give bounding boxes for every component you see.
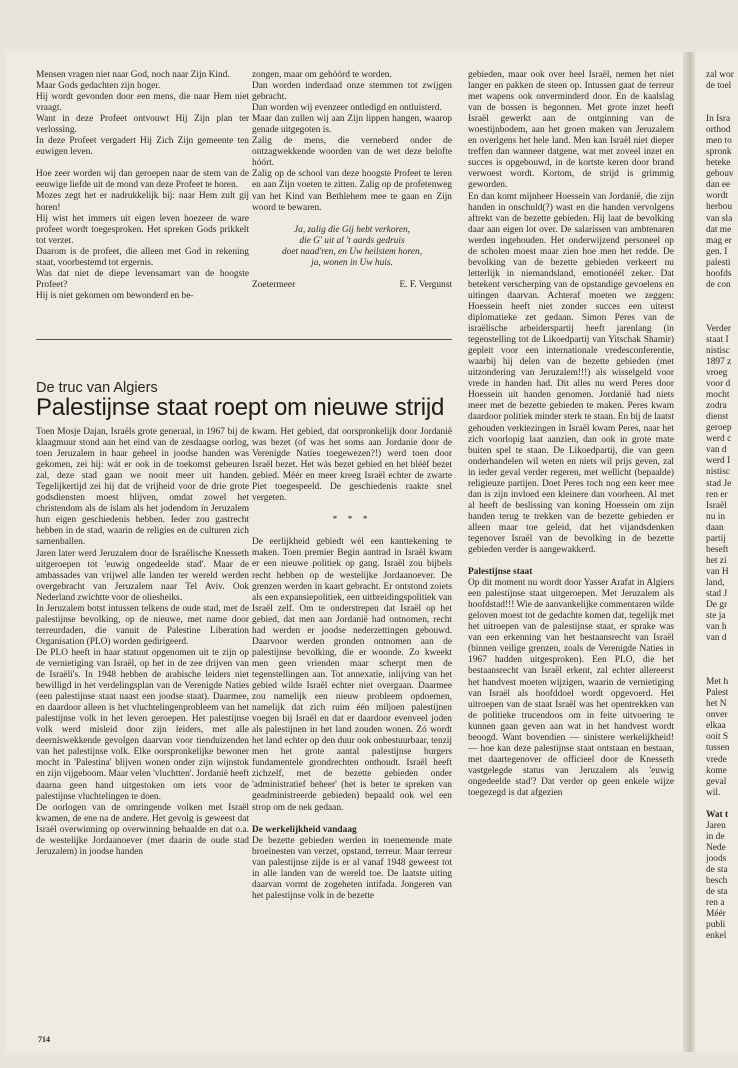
poem: [252, 225, 452, 269]
cropped-line: onver: [706, 710, 728, 721]
paragraph: Mozes zegt het er nadrukkelijk bij: naar Hem zult gij horen!: [36, 191, 249, 213]
poem-line: Ja, zalig die Gij hebt verkoren,: [293, 224, 411, 235]
cropped-line: van h: [706, 622, 727, 633]
paragraph: Hij is niet gekomen om bewonderd en be-: [36, 290, 194, 301]
cropped-line: Palest: [706, 688, 729, 699]
cropped-line: dat me: [706, 224, 732, 235]
cropped-line: zal wor: [706, 70, 734, 80]
cropped-line: dienst: [706, 412, 729, 423]
column-2-top: [252, 70, 452, 291]
cropped-line: Israël: [706, 500, 727, 511]
paragraph: kwam. Het gebied, dat oorspronkelijk door Jordanië was bezet (of was het soms aan Jordanie door de Verenigde Naties toegewezen?!) werd toen door Israël bezet. Het wàs bezet gebied en het bléèf bezet gebied. Méér en meer kreeg Israël echter de zwarte Piet toegespeeld. De geschiedenis raakte snel vergeten.: [252, 427, 452, 504]
cropped-line: staat I: [706, 334, 729, 345]
cropped-line: beteke: [706, 158, 731, 169]
cropped-line: ooit S: [706, 732, 729, 743]
signature: [252, 280, 452, 291]
cropped-line: Méér: [706, 909, 726, 920]
paragraph: gebieden, maar ook over heel Israël, nemen het niet langer en pakken de steen op. Intussen gaat de terreur met wapens ook onverminderd door. En de kaalslag van de bossen is begonnen. Met grote inzet heeft Israël gewerkt aan de ontginning van de woestijnbodem, aan het groen maken van Jeruzalem en overigens het hele land. Men kan Israël niet dieper treffen dan wanneer datgene, wat met zoveel inzet en succes is opgebouwd, in de kortste keren door brand verwoest wordt. Kortom, de strijd is grimmig geworden.: [468, 70, 674, 191]
cropped-line: Nede: [706, 842, 726, 853]
paragraph: Hoe zeer worden wij dan geroepen naar de stem van de eeuwige liefde uit de mond van deze Profeet te horen.: [36, 169, 249, 191]
page-number: 714: [38, 1035, 50, 1044]
cropped-line: van d: [706, 633, 727, 644]
paragraph: De PLO heeft in haar statuut opgenomen uit te zijn op de vernietiging van Israël, op het in de zee drijven van de Israëli's. In 1948 hebben de arabische leiders niet bewilligd in het verdelingsplan van de Verenigde Naties (een palestijnse staat naast een joodse staat). Daarmee, en daardoor alleen is het vluchtelingenprobleem van het palestijnse volk in het leven geroepen. Het palestijnse volk werd misleid door zijn leiders, met alle deerniswekkende gevolgen daarvan voor tienduizenden van het palestijnse volk. Elke oorspronkelijke bewoner mocht in 'Palestina' blijven wonen onder zijn wijnstok en zijn vijgeboom. Maar velen 'vluchtten'. Jordanië heeft daarna geen hand uitgestoken om iets voor de palestijnse vluchtelingen te doen.: [36, 647, 249, 802]
paragraph: In deze Profeet vergadert Hij Zich Zijn gemeente ten euwigen leven.: [36, 136, 249, 158]
cropped-line: werd I: [706, 456, 731, 467]
cropped-line: nistisc: [706, 467, 730, 478]
cropped-line: zodra: [706, 401, 727, 412]
cropped-line: de sta: [706, 864, 728, 875]
signature-place: Zoetermeer: [252, 279, 296, 290]
cropped-line: beseft: [706, 544, 729, 555]
cropped-line: palesti: [706, 257, 731, 268]
cropped-line: kome: [706, 765, 727, 776]
cropped-line: van sla: [706, 213, 733, 224]
article-headline: Palestijnse staat roept om nieuwe strijd: [36, 394, 445, 421]
cropped-line: vrede: [706, 754, 727, 765]
cropped-line: elkaa: [706, 721, 726, 732]
cropped-line: publi: [706, 920, 726, 931]
paragraph: Daarom is de profeet, die alleen met God in rekening staat, voorbestemd tot ergernis.: [36, 246, 249, 268]
cropped-line: herbou: [706, 202, 733, 213]
column-4-cropped: [706, 70, 738, 942]
cropped-line: in de: [706, 831, 725, 842]
cropped-line: gen. I: [706, 246, 728, 257]
cropped-line: partij: [706, 533, 726, 544]
cropped-line: besch: [706, 876, 728, 886]
subheading-palestijnse-staat: Palestijnse staat: [468, 567, 533, 578]
paragraph: Was dat niet de diepe levensamart van de hoogste Profeet?: [36, 268, 249, 290]
cropped-line: daan: [706, 522, 724, 533]
cropped-line: mag er: [706, 235, 732, 246]
cropped-line: het N: [706, 699, 727, 710]
cropped-line: gebouv: [706, 169, 734, 180]
cropped-line: mocht: [706, 390, 730, 401]
cropped-line: werd c: [706, 434, 732, 445]
cropped-line: orthod: [706, 125, 731, 136]
column-2-article: [252, 427, 452, 902]
cropped-line: geval: [706, 776, 727, 787]
cropped-line: de sta: [706, 887, 728, 898]
paragraph: Op dit moment nu wordt door Yasser Arafat in Algiers een palestijnse staat uitgeroepen. Met Jeruzalem als hoofdstad!!! Wie de aanvankelijke commentaren wilde geloven moest tot de gedachte komen dat, tegelijk met het uitroepen van de palestijnse staat, er sprake was van een erkenning van het bestaansrecht van Israël (binnen veilige grenzen, zoals de Verenigde Naties in 1967 hadden uitgesproken). Een PLO, die het bestaansrecht van Israël erkent, zal echter allereerst het handvest moeten wijzigen, waarin de vernietiging van Israël als hoofddoel wordt opgevoerd. Het uitroepen van de staat Israël was het opentrekken van de politieke trucendoos om in feite uitvoering te kunnen gaan geven aan wat in het handvest wordt beoogd. Want bovendien — sinistere werkelijkheid! — hoe kan deze palestijnse staat ontstaan en bestaan, met daartegenover de officieel door de Knesseth vastgelegde status van Jeruzalem als 'euwig ongedeelde stad'? Dat verder op geen enkele wijze toegezegd is dat afgezien: [468, 578, 674, 798]
cropped-line: tussen: [706, 743, 730, 754]
cropped-line: geroep: [706, 423, 732, 434]
column-1-article: [36, 427, 249, 858]
cropped-line: Met h: [706, 677, 729, 688]
cropped-line: wil.: [706, 787, 721, 798]
cropped-line: Jaren: [706, 820, 726, 831]
cropped-line: enkel: [706, 931, 727, 942]
cropped-line: van H: [706, 566, 729, 577]
paragraph: Zalig op de school van deze hoogste Profeet te leren en aan Zijn voeten te zitten. Zalig op de profetenweg van het Kind van Bethlehem mee te gaan en Zijn woord te bewaren.: [252, 169, 452, 213]
section-divider: [36, 339, 452, 340]
cropped-line: land,: [706, 577, 725, 588]
signature-author: E. F. Vergunst: [399, 279, 452, 290]
paragraph: De bezette gebieden werden in toenemende mate broeinesten van verzet, opstand, terreur. Maar terreur van palestijnse zijde is er al vanaf 1948 geweest tot in alle landen van de wereld toe. De laatste uiting daarvan vormt de zogeheten intifada. Jongeren van het palestijnse volk in de bezette: [252, 835, 452, 901]
cropped-line: men to: [706, 136, 732, 147]
paragraph: In Jeruzalem botst intussen telkens de oude stad, met de palestijnse bevolking, op de nieuwe, met name door terreurdaden, die vanuit de Palestine Liberation Organisation (PLO) worden gedirigeerd.: [36, 603, 249, 647]
poem-line: doet naad'ren, en Uw heilstem horen,: [281, 246, 423, 257]
column-3-article: [468, 70, 674, 799]
paragraph: Maar dan zullen wij aan Zijn lippen hangen, waarop genade uitgegoten is.: [252, 114, 452, 136]
paragraph: Maar Gods gedachten zijn hoger.: [36, 81, 161, 92]
cropped-line: ste ja: [706, 611, 726, 622]
paragraph: Want in deze Profeet ontvouwt Hij Zijn plan ter verlossing.: [36, 114, 249, 136]
paragraph: Hij wordt gevonden door een mens, die naar Hem niet vraagt.: [36, 92, 249, 114]
column-1-top: [36, 70, 249, 302]
paragraph: Toen Mosje Dajan, Israëls grote generaal, in 1967 bij de klaagmuur stond aan het eind van de zesdaagse oorlog, toen Jeruzalem in haar geheel in joodse handen was gekomen, zei hij: wát er ook in de toekomst gebeuren zal, deze stad gaan we nooit meer uit handen. Tegelijkertijd zei hij dat de vrijheid voor de drie grote godsdiensten moest blijven, omdat zowel het christendom als de islam als het jodendom in Jeruzalem hun eigen geschiedenis hebben. Ieder zou gastrecht hebben in de stad, waarin de religies en de culturen zich samenballen.: [36, 427, 249, 548]
cropped-line: voor d: [706, 379, 731, 390]
paragraph: Dan worden inderdaad onze stemmen tot zwijgen gebracht.: [252, 81, 452, 103]
cropped-line: De gr: [706, 600, 728, 611]
cropped-line: ren a: [706, 898, 725, 909]
paragraph: Jaren later werd Jeruzalem door de Israëlische Knesseth uitgeroepen tot 'euwig ongedeelde stad'. Maar de ambassades van vrijwel alle landen ter wereld werden overgebracht van Jeruzalem naar Tel Aviv. Ook Nederland zwichtte voor de oliesheiks.: [36, 548, 249, 603]
section-break-stars: * * *: [332, 515, 372, 526]
cropped-line: Verder: [706, 323, 731, 334]
cropped-line: spronk: [706, 147, 732, 158]
subheading-werkelijkheid: De werkelijkheid vandaag: [252, 824, 357, 835]
paragraph: Zalig de mens, die verneberd onder de ontzagwekkende woorden van de wet deze belofte hóórt.: [252, 136, 452, 169]
cropped-line: stad Je: [706, 478, 732, 489]
paragraph: Dan worden wij evenzeer ontledigd en ontluisterd.: [252, 103, 442, 114]
cropped-line: vroeg: [706, 368, 728, 379]
poem-line: die G' uit al 't aards gedruis: [299, 235, 405, 246]
cropped-line: de toel: [706, 81, 732, 92]
poem-line: ja, wonen in Uw huis.: [311, 257, 393, 268]
cropped-line: joods: [706, 853, 727, 864]
paragraph: Mensen vragen niet naar God, noch naar Zijn Kind.: [36, 70, 230, 80]
cropped-line: van d: [706, 445, 727, 456]
paragraph: En dan komt mijnheer Hoessein van Jordanië, die zijn handen in onschuld(?) wast en die handen vervolgens aftrekt van de bezette gebieden. Hij laat de bevolking daar aan eigen lot over. De salarissen van ambtenaren werden ingehouden. Het onderwijzend personeel op de scholen moest maar zien hoe men het redde. De bevolking van de bezette gebieden verkeert nu letterlijk in niemandsland, emotionéél zeker. Dat betekent verscherping van de opstandige gevoelens en uitingen daarvan. Achteraf moeten we zeggen: Hoessein heeft niet zonder succes een uiterst diplomatieke zet gedaan. Simon Peres van de israëlische arbeiderspartij heeft jarenlang (in tegenstelling tot de Likoedpartij van Yitschak Shamir) gepleit voor een internationale vredesconferentie, waarbij hij delen van de bezette gebieden (met uitzondering van Jeruzalem!!!) als wisselgeld voor vrede in handen had. Dit alles nu werd Peres door Hoessein uit handen genomen. Jordanië had niets meer met de bezette gebieden te maken. Peres kwam daardoor politiek minder sterk te staan. En bij de laatst gehouden verkiezingen in Israël kwam Peres, naar het zich voorlopig laat aanzien, dan ook in grote mate buiten spel te staan. De Likoedpartij, die van geen onderhandelen wil weten en niets wil prijs geven, zal in ieder geval verder regeren, met wellicht (bepaalde) religieuze partijen. Doet Peres toch nog een keer mee dan is zijn invloed een kleinere dan voorheen. Al met al heeft de beslissing van koning Hoessein om zijn handen terug te trekken van de bezette gebieden er alleen maar toe geleid, dat het vijandsdenken tegenover Israël van de bevolking in de bezette gebieden verder is aangewakkerd.: [468, 191, 674, 556]
cropped-line: nu in: [706, 511, 726, 522]
cropped-line: stad J: [706, 588, 728, 599]
cropped-line: 1897 z: [706, 356, 732, 367]
cropped-line: dan ee: [706, 180, 731, 191]
cropped-line: Wat t: [706, 809, 729, 820]
cropped-line: de con: [706, 279, 731, 290]
cropped-line: ren er: [706, 489, 728, 500]
article-kicker: De truc van Algiers: [36, 380, 158, 396]
paragraph: zongen, maar om gehóórd te worden.: [252, 70, 392, 80]
cropped-line: wordt: [706, 191, 728, 202]
cropped-line: nistisc: [706, 345, 730, 356]
cropped-line: het zi: [706, 555, 727, 566]
page-gutter: [683, 52, 695, 1052]
cropped-line: hoofds: [706, 268, 732, 279]
paragraph: De oorlogen van de omringende volken met Israël kwamen, de ene na de andere. Het gevolg is geweest dat Israël overwinning op overwinning behaalde en dat o.a. de westelijke Jordaanoever (met daarin de oude stad Jeruzalem) in joodse handen: [36, 802, 249, 857]
cropped-line: In Isra: [706, 114, 731, 125]
paragraph: Hij wist het immers uit eigen leven hoezeer de ware profeet wordt toegesproken. Het spreken Gods prikkelt tot verzet.: [36, 213, 249, 246]
paragraph: De eerlijkheid gebiedt wèl een kanttekening te maken. Toen premier Begin aantrad in Israël kwam er een nieuwe politiek op gang. Israël zou bijbels recht hebben op de westelijke Jordaanoever. De grenzen werden in kaart gebracht. Er ontstond zoiets als een expansiepolitiek, een uitbreidingspolitiek van Israël zelf. Om te onderstrepen dat Israël op het gebied, dat men aan Jordanië had ontnomen, recht had werden er joodse nederzettingen gebouwd. Daarvoor werden gronden ontnomen aan de palestijnse bevolking, die er woonde. Zo kweekt men geen vrienden maar scherpt men de tegenstellingen aan. Tot annexatie, inlijving van het gebied wilde Israël echter niet overgaan. Daarmee zou namelijk een nieuw probleem opdoemen, namelijk dat zich ruim één miljoen palestijnen voegen bij Israël en dat er daardoor evenveel joden als palestijnen in het land zouden wonen. Zó wordt het land echter op den duur ook onbestuurbaar, tenzij men het grote aantal palestijnse burgers fundamentele grondrechten onthoudt. Israël heeft zichzelf, met de bezette gebieden onder 'administratief beheer' (het is beter te spreken van geadministreerde gebieden) bepaald ook wel een strop om de nek gedaan.: [252, 537, 452, 813]
